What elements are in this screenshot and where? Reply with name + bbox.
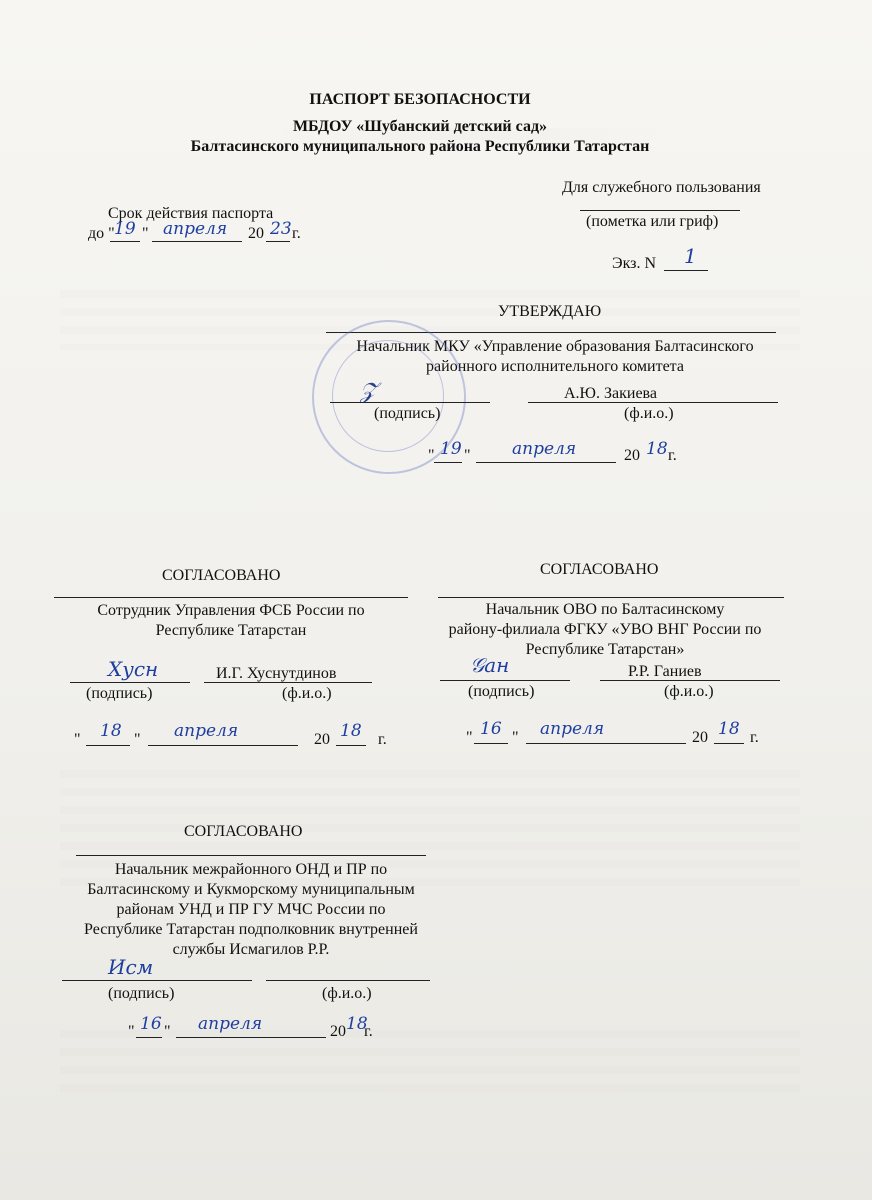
approval-name-caption: (ф.и.о.): [624, 405, 674, 422]
approval-position-line2: районного исполнительного комитета: [426, 358, 684, 375]
validity-prefix: до ": [88, 225, 115, 242]
approval-position-line1: Начальник МКУ «Управление образования Балтасинского: [356, 338, 754, 355]
fsb-name: И.Г. Хуснутдинов: [216, 665, 337, 682]
mchs-position-line4: Республике Татарстан подполковник внутренней: [84, 921, 418, 938]
ovo-date-year: 18: [718, 719, 740, 739]
approval-date-quote: ": [428, 447, 435, 464]
official-stamp-inner: [332, 340, 444, 452]
ovo-signature: 𝒢ан: [470, 653, 510, 677]
fsb-heading: СОГЛАСОВАНО: [162, 567, 281, 584]
approval-date-month: апреля: [512, 439, 577, 459]
fsb-date-end: г.: [378, 731, 387, 748]
ovo-position-line1: Начальник ОВО по Балтасинскому: [485, 601, 725, 618]
approval-name: А.Ю. Закиева: [564, 385, 657, 402]
mchs-date-month: апреля: [198, 1014, 263, 1034]
ovo-name-caption: (ф.и.о.): [664, 683, 714, 700]
mchs-signature-caption: (подпись): [108, 985, 175, 1002]
classification-caption: (пометка или гриф): [586, 213, 719, 230]
approval-date-day: 19: [440, 439, 462, 459]
validity-day: 19: [114, 219, 136, 239]
mchs-signature: Исм: [108, 955, 154, 979]
document-title: ПАСПОРТ БЕЗОПАСНОСТИ: [309, 91, 531, 108]
fsb-date-year: 18: [340, 721, 362, 741]
mchs-date-year-prefix: 20: [330, 1023, 346, 1040]
ovo-name: Р.Р. Ганиев: [628, 663, 702, 680]
validity-month: апреля: [163, 219, 228, 239]
ovo-date-day: 16: [480, 719, 502, 739]
mchs-date-day: 16: [140, 1014, 162, 1034]
mchs-date-end: г.: [364, 1023, 373, 1040]
ovo-heading: СОГЛАСОВАНО: [540, 561, 659, 578]
mchs-date-year: 18: [346, 1014, 368, 1034]
fsb-date-year-prefix: 20: [314, 731, 330, 748]
ovo-position-line2: району-филиала ФГКУ «УВО ВНГ России по: [448, 621, 762, 638]
organization-name: МБДОУ «Шубанский детский сад»: [292, 118, 548, 135]
organization-district: Балтасинского муниципального района Республики Татарстан: [190, 138, 650, 155]
approval-signature-caption: (подпись): [374, 405, 441, 422]
bleed-through: [60, 1030, 800, 1100]
validity-year-end: г.: [292, 225, 301, 242]
ovo-date-year-prefix: 20: [692, 729, 708, 746]
mchs-position-line3: районам УНД и ПР ГУ МЧС России по: [116, 901, 386, 918]
mchs-position-line1: Начальник межрайонного ОНД и ПР по: [114, 861, 388, 878]
validity-label: Срок действия паспорта: [108, 205, 274, 222]
validity-year-prefix: 20: [248, 225, 264, 242]
ovo-date-month: апреля: [540, 719, 605, 739]
fsb-date-day: 18: [100, 721, 122, 741]
classification-label: Для служебного пользования: [562, 179, 761, 196]
mchs-name-caption: (ф.и.о.): [322, 985, 372, 1002]
validity-year: 23: [270, 219, 292, 239]
approval-date-end: г.: [668, 447, 677, 464]
mchs-position-line2: Балтасинскому и Кукморскому муниципальным: [87, 881, 415, 898]
fsb-position-line1: Сотрудник Управления ФСБ России по: [97, 602, 365, 619]
classification-line: [580, 210, 740, 211]
ovo-position-line3: Республике Татарстан»: [525, 641, 685, 658]
fsb-position-line2: Республике Татарстан: [155, 622, 307, 639]
validity-sep: ": [142, 225, 149, 242]
mchs-position-line5: службы Исмагилов Р.Р.: [172, 941, 330, 958]
fsb-date-month: апреля: [174, 721, 239, 741]
ovo-signature-caption: (подпись): [468, 683, 535, 700]
approval-date-year-prefix: 20: [624, 447, 640, 464]
copy-label: Экз. N: [612, 255, 656, 272]
document-page: ПАСПОРТ БЕЗОПАСНОСТИ МБДОУ «Шубанский детский сад» Балтасинского муниципального района Республики Татарстан Для служебного пользования (пометка или гриф) Срок действия паспорта до " 19 " апреля 20 23 г. Экз. N 1 УТВЕРЖДАЮ Начальник МКУ «Управление образования Балтасинского районного исполнительного комитета 𝒵 А.Ю. Закиева (подпись) (ф.и.о.) " 19 " апреля 20 18 г. СОГЛАСОВАНО Сотрудник Управления ФСБ России по Республике Татарстан Хусн И.Г. Хуснутдинов (подпись) (ф.и.о.) " 18 " апреля 20 18 г. СОГЛАСОВАНО Начальник ОВО по Балтасинскому району-филиала ФГКУ «УВО ВНГ России по Республике Татарстан» 𝒢ан Р.Р. Ганиев (подпись) (ф.и.о.) " 16 " апреля 20 18 г. СОГЛАСОВАНО Начальник межрайонного ОНД и ПР по Балтасинскому и Кукморскому муниципальным районам УНД и ПР ГУ МЧС России по Республике Татарстан подполковник внутренней службы Исмагилов Р.Р. Исм (подпись) (ф.и.о.) " 16 " апреля 20 18 г.: [0, 0, 872, 1200]
approval-date-year: 18: [646, 439, 668, 459]
approval-signature: 𝒵: [360, 379, 377, 404]
fsb-signature-caption: (подпись): [86, 685, 153, 702]
approval-heading: УТВЕРЖДАЮ: [498, 303, 602, 320]
copy-number: 1: [684, 244, 697, 268]
mchs-heading: СОГЛАСОВАНО: [184, 823, 303, 840]
fsb-name-caption: (ф.и.о.): [282, 685, 332, 702]
ovo-date-end: г.: [750, 729, 759, 746]
fsb-signature: Хусн: [108, 657, 159, 681]
